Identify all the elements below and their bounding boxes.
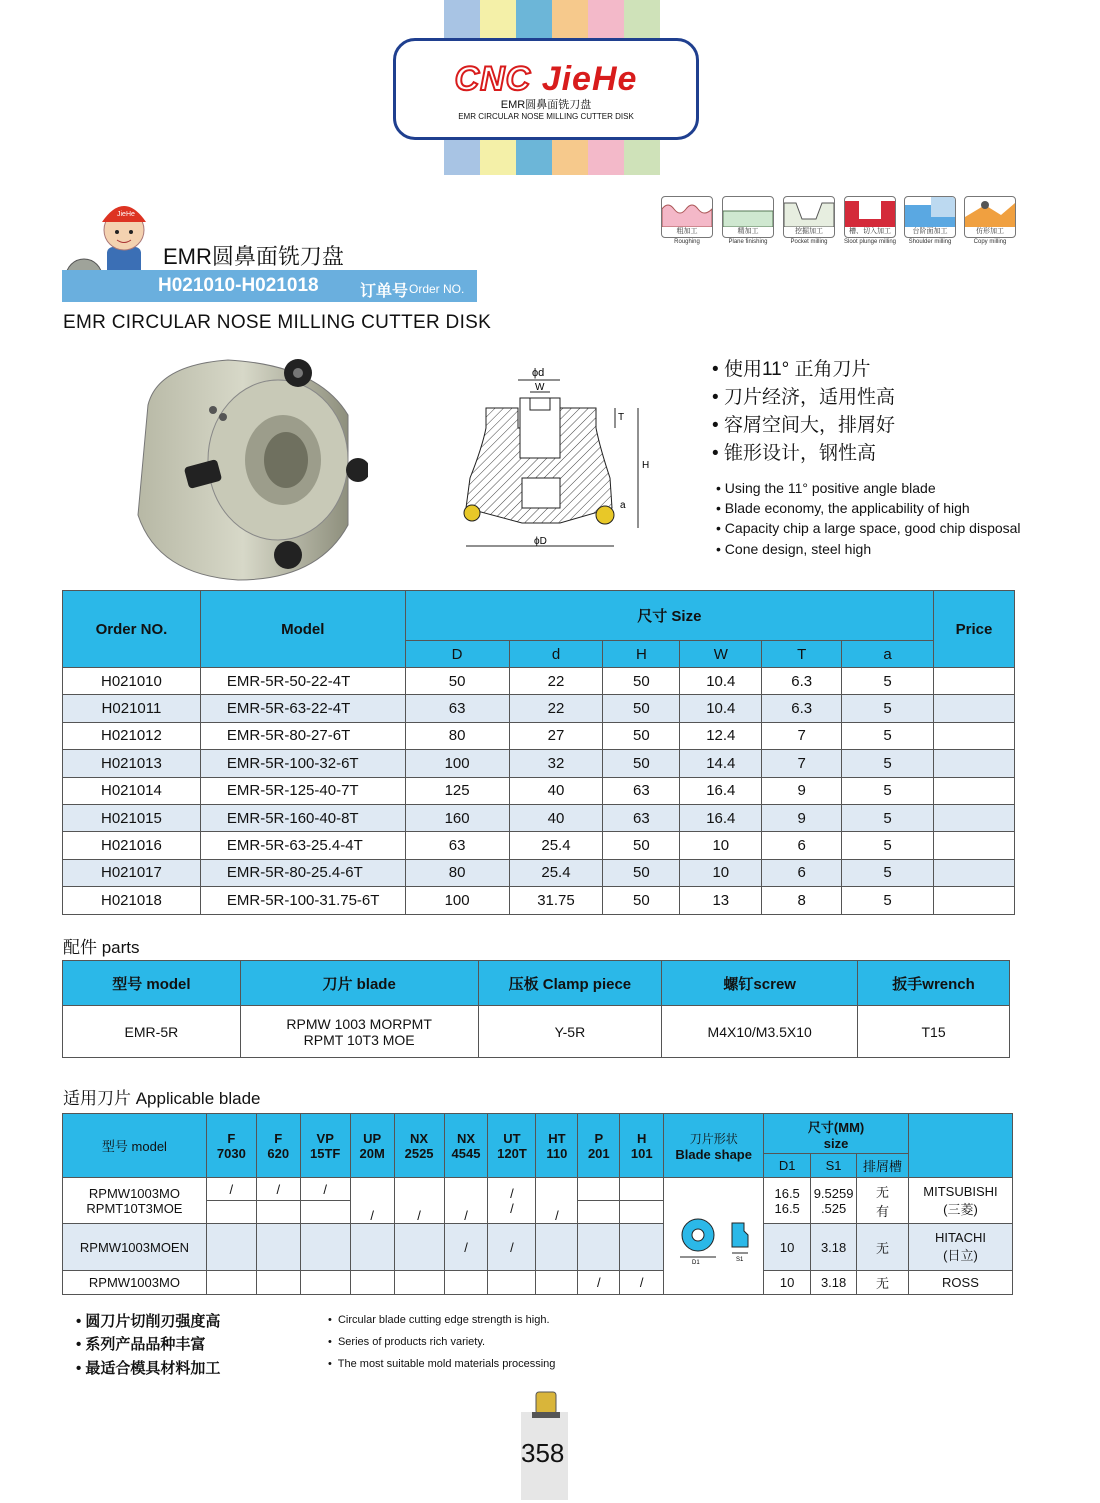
th-blade-size: 尺寸(MM) size (764, 1114, 909, 1154)
dim-t: T (618, 412, 625, 423)
order-label-cn: 订单号 (360, 283, 409, 300)
op-roughing: 粗加工 Roughing (661, 196, 713, 247)
th-H: H (603, 641, 680, 668)
parts-clamp: Y-5R (478, 1006, 662, 1058)
pocket-milling-icon (784, 197, 834, 227)
size-table (62, 590, 1015, 915)
price-cell (934, 804, 1015, 831)
copy-milling-icon (965, 197, 1015, 227)
shape-d1-label: D1 (691, 1259, 700, 1265)
th-grade-4: UP 20M (350, 1114, 394, 1178)
order-range: H021010-H021018 (158, 275, 319, 296)
th-grade-3: VP 15TF (300, 1114, 350, 1178)
footer-cn-3: • 最适合模具材料加工 (76, 1360, 221, 1377)
th-T: T (762, 641, 842, 668)
parts-label: 配件 parts (63, 938, 140, 957)
feature-en-2: • Blade economy, the applicability of high (716, 500, 970, 516)
th-parts-screw: 螺钉screw (662, 961, 858, 1006)
feature-en-1: • Using the 11° positive angle blade (716, 480, 936, 496)
feature-en-4: • Cone design, steel high (716, 541, 872, 557)
blade-row-2: RPMW1003MOEN / / 10 3.18 无 HITACHI (日立) (63, 1224, 1013, 1271)
th-grade-10: H 101 (620, 1114, 664, 1178)
th-size: 尺寸 Size (405, 591, 933, 641)
parts-blade: RPMW 1003 MORPMT RPMT 10T3 MOE (240, 1006, 478, 1058)
dim-w: W (535, 382, 545, 393)
th-grade-5: NX 2525 (394, 1114, 444, 1178)
th-chip: 排屑槽 (857, 1154, 909, 1178)
dim-D: ϕD (534, 536, 547, 547)
shape-s1-label: S1 (735, 1256, 744, 1263)
logo-cnc: CNC (454, 60, 532, 98)
dimension-drawing (460, 358, 660, 558)
blade-shape-icon (666, 1205, 762, 1265)
price-cell (934, 722, 1015, 749)
parts-model: EMR-5R (63, 1006, 241, 1058)
blade-shape-cell (664, 1178, 764, 1295)
th-grade-7: UT 120T (488, 1114, 536, 1178)
price-cell (934, 859, 1015, 886)
order-label-en: Order NO. (409, 282, 465, 296)
table-row: H021012 EMR-5R-80-27-6T 80 27 50 12.4 7 5 (63, 722, 1015, 749)
price-cell (934, 887, 1015, 914)
op-pocket-milling: 挖掘加工 Pocket milling (783, 196, 835, 247)
blade-mark-ut: / / (488, 1178, 536, 1224)
feature-cn-4: • 锥形设计，钢性高 (712, 443, 876, 464)
feature-cn-3: • 容屑空间大，排屑好 (712, 415, 895, 436)
mascot-cap-text: JieHe (117, 211, 135, 218)
parts-screw: M4X10/M3.5X10 (662, 1006, 858, 1058)
dim-d: ϕd (532, 367, 545, 379)
th-grade-6: NX 4545 (444, 1114, 488, 1178)
th-d: d (509, 641, 603, 668)
brand-1: MITSUBISHI (三菱) (908, 1178, 1012, 1224)
th-W: W (680, 641, 762, 668)
brand-2: HITACHI (日立) (908, 1224, 1012, 1271)
logo-jiehe: JieHe (541, 60, 638, 98)
th-parts-clamp: 压板 Clamp piece (478, 961, 662, 1006)
logo-subtitle-cn: EMR圆鼻面铣刀盘 (500, 99, 592, 111)
th-D: D (405, 641, 509, 668)
table-row: H021017 EMR-5R-80-25.4-6T 80 25.4 50 10 6 5 (63, 859, 1015, 886)
th-grade-2: F 620 (256, 1114, 300, 1178)
op-shoulder-milling: 台阶面加工 Shoulder milling (904, 196, 956, 247)
page-number: 358 (521, 1438, 565, 1468)
table-row: H021016 EMR-5R-63-25.4-4T 63 25.4 50 10 6 5 (63, 832, 1015, 859)
th-s1: S1 (811, 1154, 857, 1178)
footer-cn-2: • 系列产品品种丰富 (76, 1336, 206, 1353)
shoulder-milling-icon (905, 197, 955, 227)
plane-finishing-icon (723, 197, 773, 227)
price-cell (934, 832, 1015, 859)
feature-cn-2: • 刀片经济，适用性高 (712, 387, 895, 408)
price-cell (934, 695, 1015, 722)
th-parts-wrench: 扳手wrench (858, 961, 1010, 1006)
th-parts-blade: 刀片 blade (240, 961, 478, 1006)
th-blade-shape: 刀片形状 Blade shape (664, 1114, 764, 1178)
price-cell (934, 777, 1015, 804)
th-order-no: Order NO. (63, 591, 201, 668)
blade-label: 适用刀片 Applicable blade (63, 1089, 261, 1108)
slot-plunge-icon (845, 197, 895, 227)
footer-en-2: • Series of products rich variety. (328, 1336, 486, 1348)
blade-table (62, 1113, 1013, 1295)
feature-en-3: • Capacity chip a large space, good chip disposal (716, 520, 1021, 536)
table-row: H021014 EMR-5R-125-40-7T 125 40 63 16.4 9 5 (63, 777, 1015, 804)
th-d1: D1 (764, 1154, 811, 1178)
footer-en-3: • The most suitable mold materials processing (328, 1358, 556, 1370)
logo-subtitle-en: EMR CIRCULAR NOSE MILLING CUTTER DISK (458, 112, 634, 121)
table-row: H021013 EMR-5R-100-32-6T 100 32 50 14.4 7 5 (63, 750, 1015, 777)
order-number-bar (62, 270, 477, 302)
footer-en-1: • Circular blade cutting edge strength is high. (328, 1314, 550, 1326)
op-slot-plunge: 槽、切入加工 Sloot plunge milling (844, 196, 896, 247)
th-grade-1: F 7030 (206, 1114, 256, 1178)
table-row: H021011 EMR-5R-63-22-4T 63 22 50 10.4 6.3 5 (63, 695, 1015, 722)
table-row: H021018 EMR-5R-100-31.75-6T 100 31.75 50 13 8 5 (63, 887, 1015, 914)
blade-row-3: RPMW1003MO / / 10 3.18 无 ROSS (63, 1271, 1013, 1295)
th-parts-model: 型号 model (63, 961, 241, 1006)
cutter-photo (118, 345, 368, 585)
footer-cn-1: • 圆刀片切削刃强度高 (76, 1313, 221, 1330)
th-a: a (842, 641, 934, 668)
dim-a: a (620, 500, 626, 511)
th-model: Model (200, 591, 405, 668)
roughing-icon (662, 197, 712, 227)
price-cell (934, 668, 1015, 695)
parts-table (62, 960, 1010, 1058)
th-grade-8: HT 110 (536, 1114, 578, 1178)
th-brand (908, 1114, 1012, 1178)
product-title-en: EMR CIRCULAR NOSE MILLING CUTTER DISK (63, 312, 492, 333)
product-title-cn: EMR圆鼻面铣刀盘 (163, 244, 344, 269)
brand-3: ROSS (908, 1271, 1012, 1295)
feature-cn-1: • 使用11° 正角刀片 (712, 359, 871, 380)
th-price: Price (934, 591, 1015, 668)
dim-h: H (642, 460, 650, 471)
op-plane-finishing: 精加工 Plane finishing (722, 196, 774, 247)
brand-logo (393, 38, 699, 140)
table-row: H021015 EMR-5R-160-40-8T 160 40 63 16.4 9 5 (63, 804, 1015, 831)
th-grade-9: P 201 (578, 1114, 620, 1178)
op-copy-milling: 仿形加工 Copy milling (964, 196, 1016, 247)
parts-wrench: T15 (858, 1006, 1010, 1058)
price-cell (934, 750, 1015, 777)
table-row: H021010 EMR-5R-50-22-4T 50 22 50 10.4 6.3 5 (63, 668, 1015, 695)
blade-row-1a: RPMW1003MO RPMT10T3MOE / / / / / / / / / D1 S1 16.5 16.5 9.5259 .525 无 有 MITSUBISHI (三菱) (63, 1178, 1013, 1201)
blade-model-1: RPMW1003MO RPMT10T3MOE (63, 1178, 207, 1224)
th-blade-model: 型号 model (63, 1114, 207, 1178)
page-emblem-icon (530, 1390, 562, 1422)
